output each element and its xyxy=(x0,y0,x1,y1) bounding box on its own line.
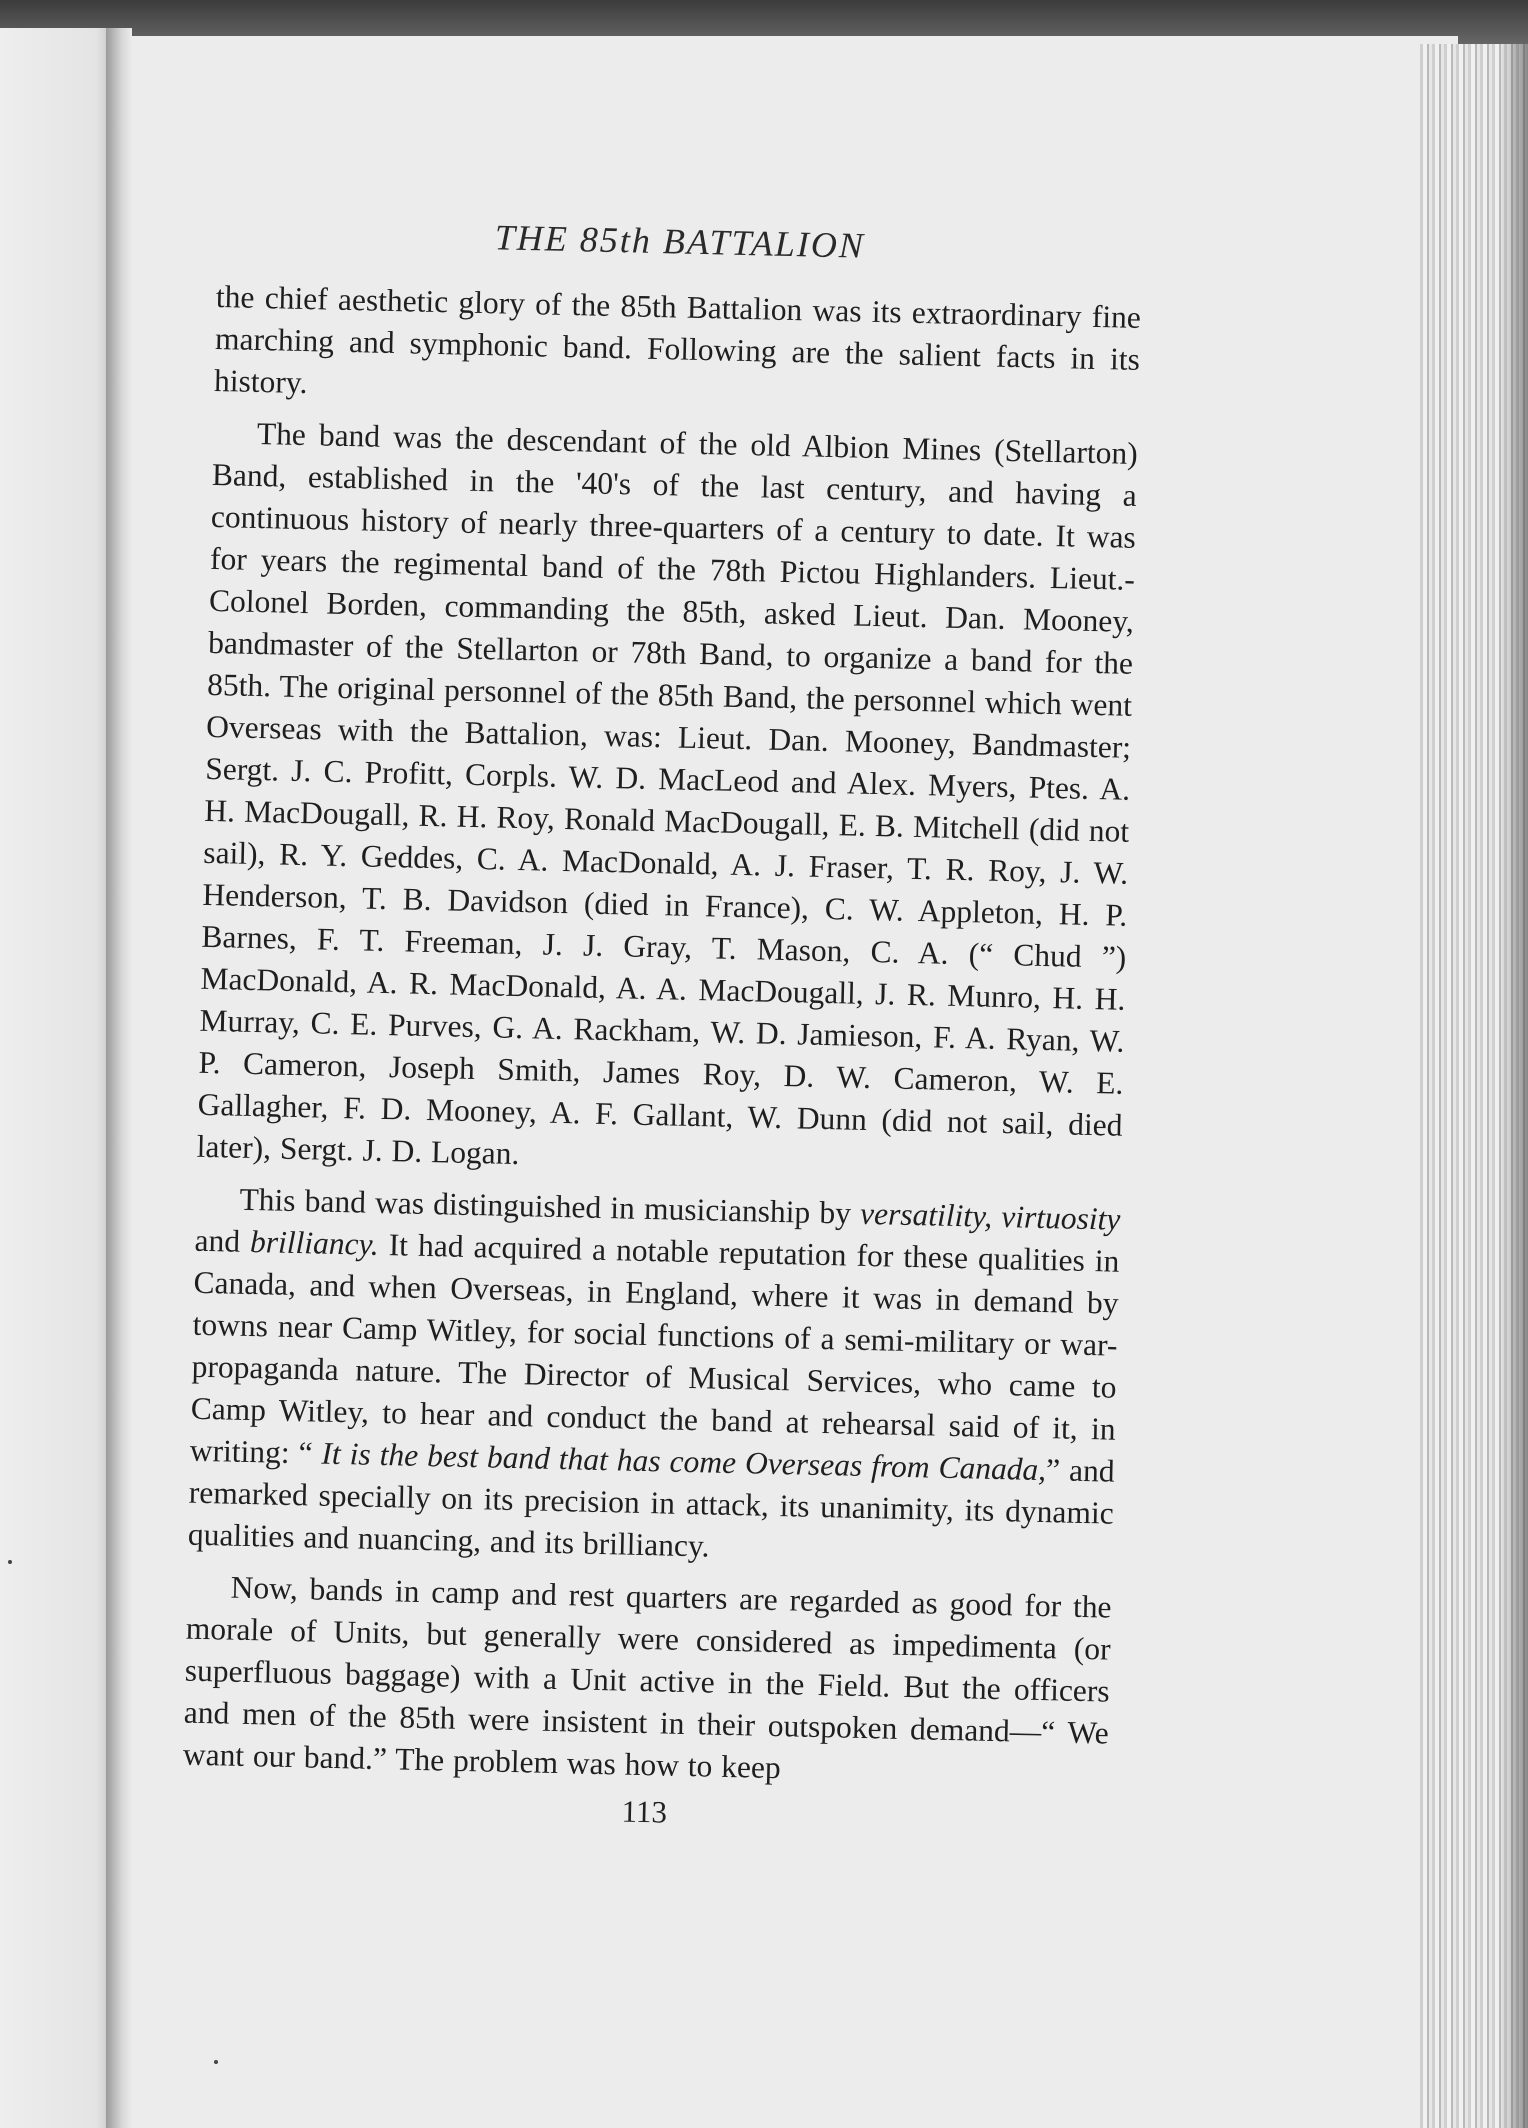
paragraph-3-text-3: It had acquired a notable reputation for these qualities in Canada, and when Overseas, in England, where it was in demand by towns near Camp Witley, for social functions of a semi-military or war-propaganda nature. The Director of Musical Services, who came to Camp Witley, to hear and conduct the band at rehearsal said of it, in writing: “ xyxy=(189,1226,1120,1471)
paragraph-3-italic-1: versatility, virtuosity xyxy=(859,1195,1121,1237)
speck-mark xyxy=(214,2060,218,2064)
page-edge-shadow xyxy=(1500,44,1528,2128)
paragraph-4: Now, bands in camp and rest quarters are regarded as good for the morale of Units, but generally were considered as impedimenta (or superfluous baggage) with a Unit active in the Field. But the officers and men of the 85th were insistent in their outspoken demand—“ We want our band.” The problem was how to keep xyxy=(182,1569,1112,1786)
paragraph-2: The band was the descendant of the old Albion Mines (Stellarton) Band, established in the '40's of the last century, and having a continuous history of nearly three-quarters of a century to date. It was for years the regimental band of the 78th Pictou Highlanders. Lieut.-Colonel Borden, commanding the 85th, asked Lieut. Dan. Mooney, bandmaster of the Stellarton or 78th Band, to organize a band for the 85th. The original personnel of the 85th Band, the personnel which went Overseas with the Battalion, was: Lieut. Dan. Mooney, Bandmaster; Sergt. J. C. Profitt, Corpls. W. D. MacLeod and Alex. Myers, Ptes. A. H. MacDougall, R. H. Roy, Ronald MacDougall, E. B. Mitchell (did not sail), R. Y. Geddes, C. A. MacDonald, A. J. Fraser, T. R. Roy, J. W. Henderson, T. B. Davidson (died in France), C. W. Appleton, H. P. Barnes, F. T. Freeman, J. J. Gray, T. Mason, C. A. (“ Chud ”) MacDonald, A. R. MacDonald, A. A. MacDougall, J. R. Munro, H. H. Murray, C. E. Purves, G. A. Rackham, W. D. Jamieson, F. A. Ryan, W. P. Cameron, Joseph Smith, James Roy, D. W. Cameron, W. E. Gallagher, F. D. Mooney, A. F. Gallant, W. Dunn (did not sail, died later), Sergt. J. D. Logan. xyxy=(196,415,1139,1172)
paragraph-3-text-1: This band was distinguished in musicianship by xyxy=(239,1181,861,1231)
speck-mark xyxy=(8,1560,12,1564)
page-content xyxy=(181,210,1142,1841)
paragraph-3-italic-2: brilliancy. xyxy=(249,1223,380,1262)
book-gutter xyxy=(106,28,132,2128)
paragraph-3-italic-3: It is the best band that has come Overseas from Canada, xyxy=(321,1435,1047,1488)
paragraph-3-text-4: ” and remarked specially on its precision in attack, its unanimity, its dynamic qualities and nuancing, and its brilliancy. xyxy=(187,1452,1116,1564)
running-head: THE 85th BATTALION xyxy=(494,217,866,266)
paragraph-3 xyxy=(187,1178,1120,1577)
paragraph-1: the chief aesthetic glory of the 85th Battalion was its extraordinary fine marching and symphonic band. Following are the salient facts in its history. xyxy=(213,278,1142,401)
page-number: 113 xyxy=(621,1793,668,1830)
left-page xyxy=(0,28,120,2128)
paragraph-3-text-2: and xyxy=(194,1222,251,1259)
